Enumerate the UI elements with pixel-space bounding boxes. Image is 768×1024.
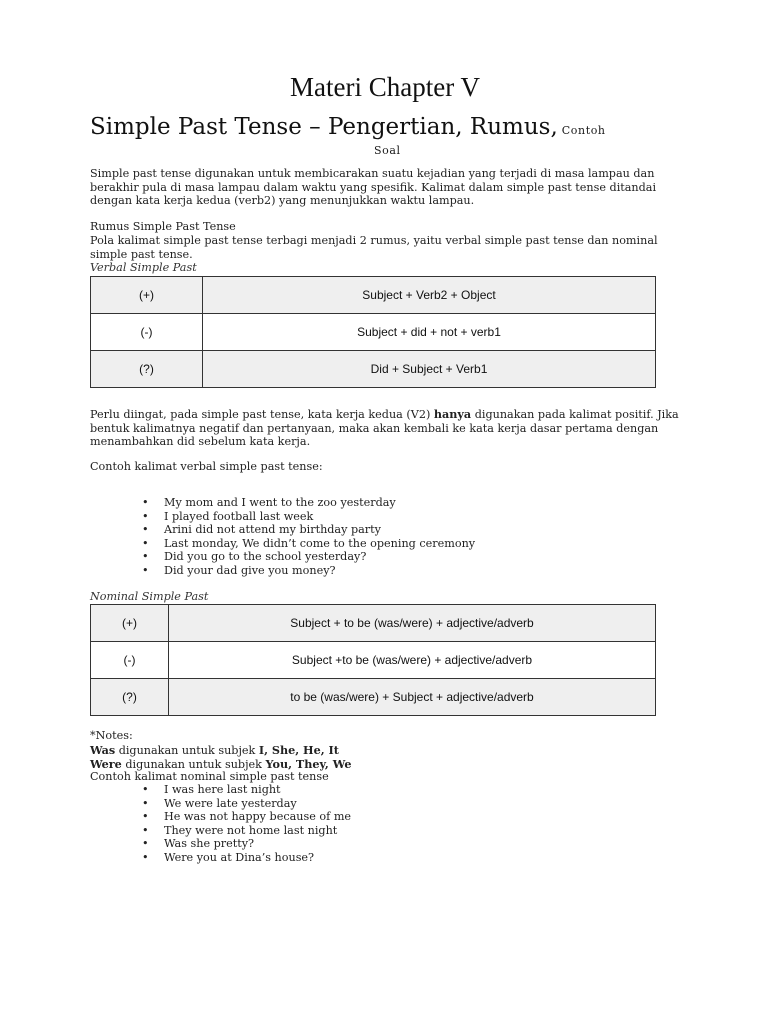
rumus-description: Pola kalimat simple past tense terbagi menjadi 2 rumus, yaitu verbal simple past tense dan nominal simple past tense. [90, 234, 658, 261]
note-text-bold: hanya [433, 407, 472, 421]
sign-cell: (-) [91, 314, 203, 351]
formula-cell: Did + Subject + Verb1 [203, 351, 656, 388]
sign-cell: (+) [91, 605, 169, 642]
were-text: digunakan untuk subjek [121, 758, 266, 771]
intro-paragraph: Simple past tense digunakan untuk membicarakan suatu kejadian yang terjadi di masa lampau dan berakhir pula di masa lampau dalam waktu yang spesifik. Kalimat dalam simple past tense ditandai dengan kata kerja kedua (verb2) yang menunjukkan waktu lampau. [90, 167, 657, 208]
was-subjects: I, She, He, It [258, 743, 339, 757]
rumus-heading: Rumus Simple Past Tense [90, 220, 236, 233]
notes-label: *Notes: [90, 729, 133, 742]
list-item: • Last monday, We didn’t come to the opening ceremony [90, 537, 475, 551]
list-item: • We were late yesterday [90, 797, 351, 811]
table-row [91, 605, 656, 642]
formula-cell: to be (was/were) + Subject + adjective/adverb [169, 679, 656, 716]
sign-cell: (+) [91, 277, 203, 314]
subtitle-block [90, 114, 690, 157]
sign-cell: (?) [91, 351, 203, 388]
were-subjects: You, They, We [265, 757, 352, 771]
sign-cell: (-) [91, 642, 169, 679]
were-bold: Were [90, 757, 122, 771]
note-text-before: Perlu diingat, pada simple past tense, kata kerja kedua (V2) [90, 408, 434, 421]
formula-cell: Subject + Verb2 + Object [203, 277, 656, 314]
subtitle-main: Simple Past Tense – Pengertian, Rumus, [90, 114, 558, 140]
table-row [91, 314, 656, 351]
notes-was-line [90, 743, 339, 757]
verbal-label: Verbal Simple Past [90, 261, 197, 274]
page-title: Materi Chapter V [290, 72, 480, 102]
nominal-label: Nominal Simple Past [90, 590, 209, 603]
was-text: digunakan untuk subjek [115, 744, 259, 757]
list-item: • He was not happy because of me [90, 810, 351, 824]
list-item: • I played football last week [90, 510, 475, 524]
formula-cell: Subject + did + not + verb1 [203, 314, 656, 351]
list-item: • They were not home last night [90, 824, 351, 838]
list-item: • Was she pretty? [90, 837, 351, 851]
note-paragraph [90, 408, 680, 449]
list-item: • I was here last night [90, 783, 351, 797]
nominal-examples-list [90, 783, 351, 864]
list-item: • Did your dad give you money? [90, 564, 475, 578]
nominal-examples-heading: Contoh kalimat nominal simple past tense [90, 770, 329, 783]
nominal-formula-table [90, 604, 656, 716]
list-item: • Arini did not attend my birthday party [90, 523, 475, 537]
verbal-examples-list [90, 496, 475, 577]
list-item: • Were you at Dina’s house? [90, 851, 351, 865]
list-item: • Did you go to the school yesterday? [90, 550, 475, 564]
verbal-examples-heading: Contoh kalimat verbal simple past tense: [90, 460, 323, 473]
verbal-formula-table [90, 276, 656, 388]
note-text-after: digunakan pada kalimat positif. Jika bentuk kalimatnya negatif dan pertanyaan, maka akan kembali ke kata kerja dasar pertama dengan menambahkan did sebelum kata kerja. [90, 408, 679, 449]
was-bold: Was [90, 743, 116, 757]
table-row [91, 642, 656, 679]
notes-were-line [90, 757, 351, 771]
formula-cell: Subject + to be (was/were) + adjective/adverb [169, 605, 656, 642]
formula-cell: Subject +to be (was/were) + adjective/adverb [169, 642, 656, 679]
table-row [91, 277, 656, 314]
table-row [91, 679, 656, 716]
subtitle-small-1: Contoh [561, 124, 606, 137]
subtitle-small-2: Soal [374, 144, 401, 157]
list-item: • My mom and I went to the zoo yesterday [90, 496, 475, 510]
sign-cell: (?) [91, 679, 169, 716]
table-row [91, 351, 656, 388]
